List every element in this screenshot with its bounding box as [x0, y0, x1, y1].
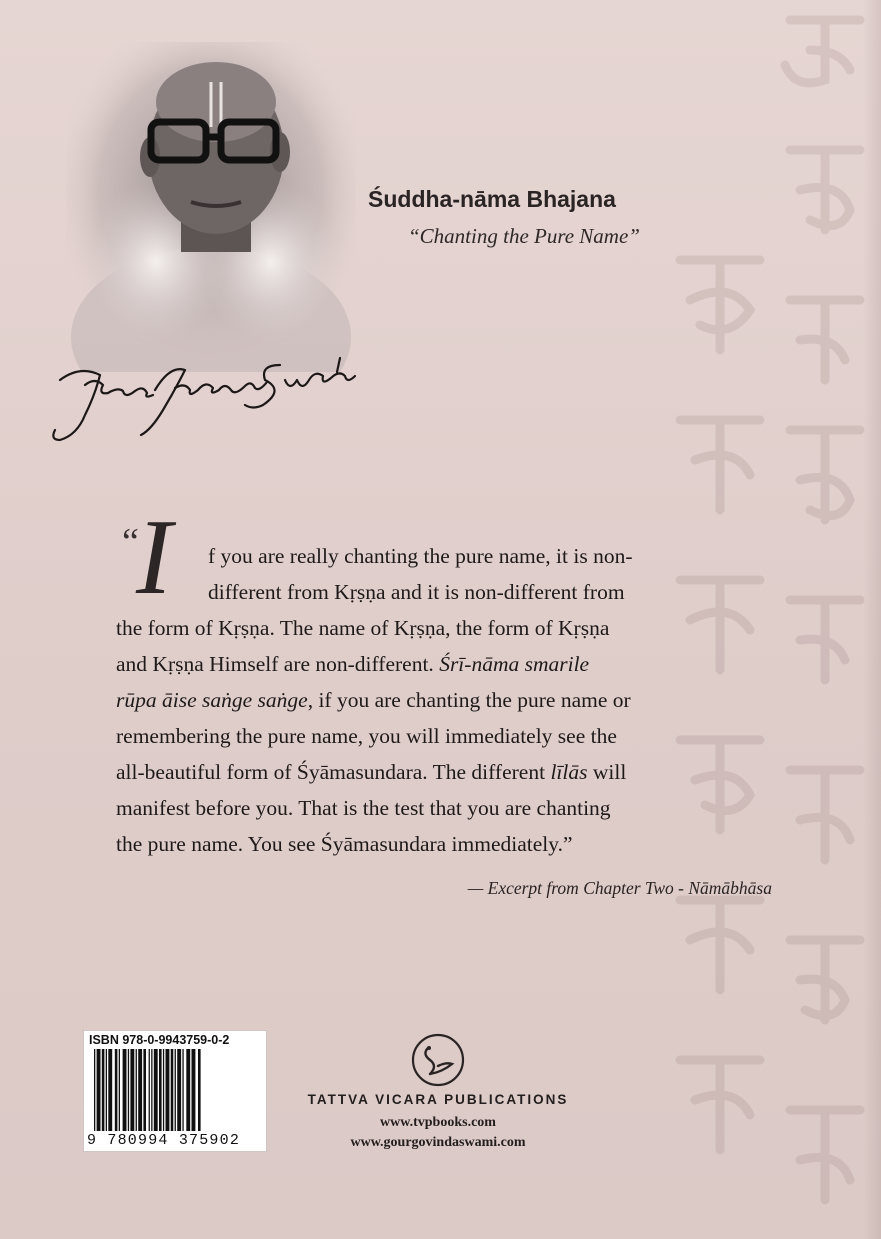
quote-text: all-beautiful form of Śyāmasundara. The different	[116, 760, 551, 784]
quote-line	[116, 646, 768, 682]
barcode-bar	[149, 1049, 150, 1131]
quote-text: and Kṛṣṇa Himself are non-different.	[116, 652, 440, 676]
barcode-digits: 9 780994 375902	[87, 1132, 241, 1149]
opening-quote-mark: “	[122, 521, 139, 563]
quote-line	[116, 754, 768, 790]
barcode-bar	[177, 1049, 181, 1131]
barcode-bar	[198, 1049, 201, 1131]
barcode-bar	[138, 1049, 142, 1131]
barcode-bar	[171, 1049, 174, 1131]
barcode-bar	[106, 1049, 107, 1131]
quote-italic-text: Śrī-nāma smarile	[439, 652, 590, 676]
publisher-url[interactable]: www.tvpbooks.com	[380, 1115, 496, 1130]
barcode-bar	[128, 1049, 129, 1131]
quote-line: manifest before you. That is the test that you are chanting	[116, 796, 611, 820]
barcode-bar	[186, 1049, 190, 1131]
author-portrait-photo	[66, 42, 356, 372]
barcode-bar	[115, 1049, 118, 1131]
quote-source: — Excerpt from Chapter Two - Nāmābhāsa	[467, 878, 772, 898]
isbn-label: ISBN 978-0-9943759-0-2	[89, 1033, 230, 1047]
barcode-bar	[159, 1049, 162, 1131]
quote-italic-text: līlās	[550, 760, 588, 784]
quote-line	[116, 682, 768, 718]
barcode-bar	[182, 1049, 183, 1131]
barcode-bar	[163, 1049, 164, 1131]
barcode-bar	[175, 1049, 176, 1131]
barcode-bar	[130, 1049, 134, 1131]
quote-text: will	[587, 760, 627, 784]
barcode-bar	[136, 1049, 137, 1131]
handwritten-signature	[40, 340, 380, 450]
quote-text: , if you are chanting the pure name or	[307, 688, 631, 712]
barcode-bar	[123, 1049, 127, 1131]
barcode-bar	[119, 1049, 120, 1131]
isbn-barcode	[83, 1030, 267, 1152]
barcode-bars	[88, 1049, 262, 1131]
cover-edge-shadow	[863, 0, 881, 1239]
barcode-bar	[192, 1049, 196, 1131]
swan-logo-icon	[408, 1032, 468, 1088]
quote-body	[116, 538, 768, 862]
barcode-bar	[94, 1049, 95, 1131]
publisher-url[interactable]: www.gourgovindaswami.com	[350, 1135, 526, 1150]
book-subtitle: “Chanting the Pure Name”	[408, 224, 640, 248]
barcode-bar	[166, 1049, 170, 1131]
quote-line: different from Kṛṣṇa and it is non-different from	[208, 580, 625, 604]
quote-line: the pure name. You see Śyāmasundara immediately.”	[116, 832, 573, 856]
barcode-bar	[108, 1049, 112, 1131]
book-title: Śuddha-nāma Bhajana	[368, 186, 616, 212]
barcode-bar	[151, 1049, 152, 1131]
quote-line: f you are really chanting the pure name, it is non-	[208, 544, 633, 568]
drop-cap: I	[136, 498, 172, 617]
publisher-name: TATTVA VICARA PUBLICATIONS	[307, 1092, 569, 1107]
barcode-bar	[143, 1049, 146, 1131]
quote-line: the form of Kṛṣṇa. The name of Kṛṣṇa, the form of Kṛṣṇa	[116, 616, 610, 640]
barcode-bar	[154, 1049, 158, 1131]
quote-italic-text: rūpa āise saṅge saṅge	[116, 688, 308, 712]
barcode-bar	[97, 1049, 101, 1131]
quote-line: remembering the pure name, you will immediately see the	[116, 724, 617, 748]
barcode-bar	[102, 1049, 105, 1131]
